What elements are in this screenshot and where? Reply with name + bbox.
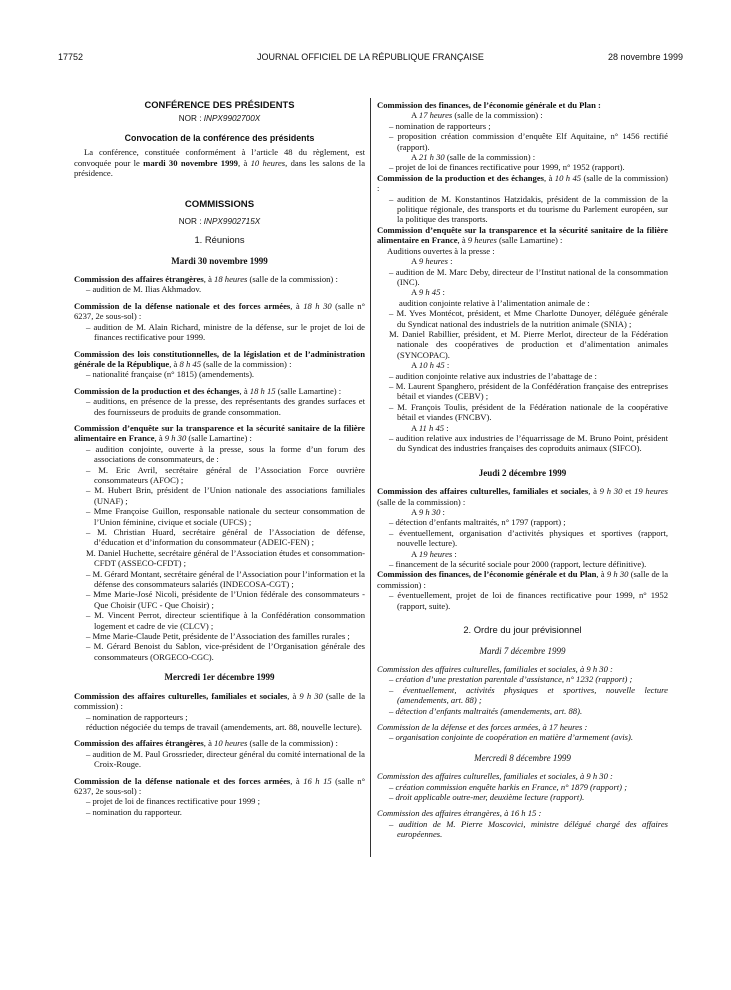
agenda-item: – audition de M. Paul Grossrieder, directeur général du comité international de la Croix-Rouge. (86, 748, 365, 770)
journal-title: JOURNAL OFFICIEL DE LA RÉPUBLIQUE FRANÇAISE (257, 52, 484, 62)
time-slot: A 9 heures : (411, 256, 453, 267)
time-slot: A 11 h 45 : (411, 422, 449, 433)
time-slot: A 21 h 30 (salle de la commission) : (411, 152, 536, 163)
agenda-item: – audition de M. Alain Richard, ministre de la défense, sur le projet de loi de finances rectificative pour 1999. (86, 321, 365, 343)
time-slot: A 17 heures (salle de la commission) : (411, 110, 543, 121)
agenda-item: – audition de M. Marc Deby, directeur de l’Institut national de la consommation (INC). (389, 266, 668, 287)
day-heading: Mardi 30 novembre 1999 (171, 255, 268, 266)
conference-title: CONFÉRENCE DES PRÉSIDENTS (144, 99, 295, 110)
participant-item: – M. Eric Avril, secrétaire général de l’Association Force ouvrière consommateurs (AFOC) ; (86, 464, 365, 485)
page-number: 17752 (58, 52, 84, 62)
participant-item: – M. Gérard Benoist du Sablon, vice-président de l’Organisation générale des consommateurs (ORGECO-CGC). (86, 641, 365, 662)
commission-entry: Commission des lois constitutionnelles, de la législation et de l’administration générale de la République, à 8 h 45 (salle de la commission) : (74, 348, 365, 369)
commission-entry: Commission des affaires culturelles, familiales et sociales, à 9 h 30 (salle de la commission) : (74, 690, 366, 712)
commission-entry: Commission de la défense nationale et des forces armées, à 16 h 15 (salle n° 6237, 2e sous-sol) : (74, 775, 366, 796)
agenda-item: – nationalité française (n° 1815) (amendements). (86, 369, 255, 380)
agenda-item: – audition conjointe, ouverte à la presse, sous la forme d’un forum des associations de consommateurs, de : (86, 443, 365, 465)
participant-item: M. Daniel Rabillier, président, et M. Pierre Merlot, directeur de la Fédération nationale des coopératives de production et d’alimentation animales (SYNCOPAC). (389, 328, 668, 360)
participant-item: – Mme Françoise Guillon, responsable nationale du secteur consommation de l’Union féminine, civique et sociale (UFCS) ; (86, 506, 365, 527)
commission-entry: Commission des affaires étrangères, à 16 h 15 : (377, 808, 542, 819)
agenda-item: – proposition création commission d’enquête Elf Aquitaine, n° 1456 rectifié (rapport). (389, 131, 668, 152)
commission-entry: Commission d’enquête sur la transparence et la sécurité sanitaire de la filière alimentaire en France, à 9 heures (salle Lamartine) : (377, 224, 668, 246)
participant-item: – M. Gérard Montant, secrétaire général de l’Association pour l’information et la défense des consommateurs salariés (INDECOSA-CGT) ; (86, 568, 365, 590)
nor-reference: NOR : INPX9902700X (178, 114, 261, 124)
commission-entry: Commission des affaires culturelles, familiales et sociales, à 9 h 30 et 19 heures (salle de la commission) : (377, 486, 669, 507)
time-slot: A 9 h 30 : (411, 507, 445, 518)
agenda-item: – droit applicable outre-mer, deuxième lecture (rapport). (389, 791, 585, 802)
agenda-item: – projet de loi de finances rectificative pour 1999, n° 1952 (rapport). (389, 162, 625, 173)
agenda-item: – création commission enquête harkis en France, n° 1879 (rapport) ; (389, 781, 628, 792)
day-heading: Mercredi 1er décembre 1999 (164, 672, 275, 683)
agenda-item: – création d’une prestation parentale d’assistance, n° 1232 (rapport) ; (389, 674, 633, 685)
agenda-item: – éventuellement, activités physiques et sportives, nouvelle lecture (amendements, art. 88) ; (389, 684, 668, 706)
agenda-item: – audition de M. Konstantinos Hatzidakis, président de la commission de la politique régionale, des transports et du tourisme du Parlement européen, sur la politique des transports. (389, 193, 668, 225)
agenda-item: – projet de loi de finances rectificative pour 1999 ; (86, 796, 260, 807)
time-slot: A 9 h 45 : (411, 287, 445, 298)
participant-item: – Mme Marie-Claude Petit, présidente de l’Association des familles rurales ; (86, 631, 350, 642)
agenda-item: – organisation conjointe de coopération en matière d’armement (avis). (389, 732, 633, 743)
convocation-title: Convocation de la conférence des présidents (124, 132, 315, 143)
commission-entry: Commission de la production et des échanges, à 10 h 45 (salle de la commission) : (377, 172, 668, 194)
agenda-item: – financement de la sécurité sociale pour 2000 (rapport, lecture définitive). (389, 559, 647, 570)
participant-item: – M. Hubert Brin, président de l’Union nationale des associations familiales (UNAF) ; (86, 485, 365, 506)
agenda-item: – audition de M. Pierre Moscovici, ministre délégué chargé des affaires européennes. (389, 818, 668, 840)
page-header (58, 52, 683, 62)
commission-entry: Commission des affaires culturelles, familiales et sociales, à 9 h 30 : (377, 771, 613, 782)
agenda-item: audition conjointe relative à l’alimentation animale de : (399, 297, 590, 308)
commission-entry: Commission des affaires étrangères, à 18 heures (salle de la commission) : (74, 274, 338, 285)
agenda-item: – audition de M. Ilias Akhmadov. (86, 284, 202, 295)
agenda-item: – éventuellement, projet de loi de finances rectificative pour 1999, n° 1952 (rapport, suite). (389, 590, 668, 611)
agenda-item: – audition relative aux industries de l’équarrissage de M. Bruno Point, président du Syndicat des industries françaises des coproduits animaux (SIFCO). (389, 433, 668, 454)
agenda-item: réduction négociée du temps de travail (amendements, art. 88, nouvelle lecture). (86, 721, 362, 732)
issue-date: 28 novembre 1999 (607, 52, 683, 62)
participant-item: M. Daniel Huchette, secrétaire général de l’Association études et consommation-CFDT (ASSECO-CFDT) ; (86, 547, 365, 569)
convocation-text: La conférence, constituée conformément à l’article 48 du règlement, est convoquée pour le mardi 30 novembre 1999, à 10 heures, dans les salons de la présidence. (74, 147, 366, 179)
agenda-item: – nomination de rapporteurs ; (86, 711, 188, 722)
right-column (377, 100, 668, 840)
commission-entry: Commission des affaires étrangères, à 10 heures (salle de la commission) : (74, 738, 338, 749)
nor-reference: NOR : INPX9902715X (178, 216, 261, 226)
day-heading: Mardi 7 décembre 1999 (479, 645, 566, 656)
commission-entry: Commission de la défense et des forces armées, à 17 heures : (377, 721, 588, 732)
commission-entry: Commission des finances, de l’économie générale et du Plan, à 9 h 30 (salle de la commission) : (377, 569, 669, 590)
time-slot: A 19 heures : (411, 548, 457, 559)
agenda-item: – éventuellement, organisation d’activités physiques et sportives (rapport, nouvelle lecture). (389, 527, 668, 549)
agenda-item: – détection d’enfants maltraités, n° 1797 (rapport) ; (389, 517, 566, 528)
participant-item: – M. Yves Montécot, président, et Mme Charlotte Dunoyer, déléguée générale du Syndicat national des industriels de la nutrition animale (SNIA) ; (389, 308, 668, 329)
commission-entry: Commission des affaires culturelles, familiales et sociales, à 9 h 30 : (377, 663, 613, 674)
commission-entry: Commission des finances, de l’économie générale et du Plan : (377, 100, 601, 110)
agenda-item: – détection d’enfants maltraités (amendements, art. 88). (389, 705, 583, 716)
commission-entry: Commission de la défense nationale et des forces armées, à 18 h 30 (salle n° 6237, 2e sous-sol) : (74, 300, 366, 322)
commission-entry: Commission de la production et des échanges, à 18 h 15 (salle Lamartine) : (74, 385, 342, 396)
commission-entry: Commission d’enquête sur la transparence et la sécurité sanitaire de la filière alimentaire en France, à 9 h 30 (salle Lamartine) : (74, 422, 365, 444)
day-heading: Jeudi 2 décembre 1999 (478, 467, 567, 478)
participant-item: – Mme Marie-José Nicoli, présidente de l’Union fédérale des consommateurs - Que Choisir (UFC - Que Choisir) ; (86, 589, 365, 610)
participant-item: – M. Christian Huard, secrétaire général de l’Association de défense, d’éducation et d’information du consommateur (ADEIC-FEN) ; (86, 527, 365, 548)
agenda-item: – audition conjointe relative aux industries de l’abattage de : (389, 370, 597, 381)
left-column (74, 100, 365, 817)
agenda-item: – nomination du rapporteur. (86, 806, 182, 817)
agenda-item: – auditions, en présence de la presse, des représentants des grandes surfaces et des fournisseurs de produits de grande consommation. (86, 396, 365, 417)
section-heading: 1. Réunions (194, 234, 245, 246)
participant-item: – M. François Toulis, président de la Fédération nationale de la coopérative bétail et viandes (FNCBV). (389, 401, 668, 423)
time-slot: A 10 h 45 : (411, 360, 450, 371)
participant-item: – M. Vincent Perrot, directeur scientifique à la Confédération consommation logement et cadre de vie (CLCV) ; (86, 610, 365, 631)
section-heading: 2. Ordre du jour prévisionnel (463, 624, 582, 636)
commissions-title: COMMISSIONS (184, 199, 255, 211)
agenda-item: – nomination de rapporteurs ; (389, 120, 491, 131)
participant-item: – M. Laurent Spanghero, président de la Confédération française des entreprises bétail et viandes (CEBV) ; (389, 380, 668, 402)
audition-note: Auditions ouvertes à la presse : (387, 245, 495, 256)
day-heading: Mercredi 8 décembre 1999 (474, 752, 571, 763)
